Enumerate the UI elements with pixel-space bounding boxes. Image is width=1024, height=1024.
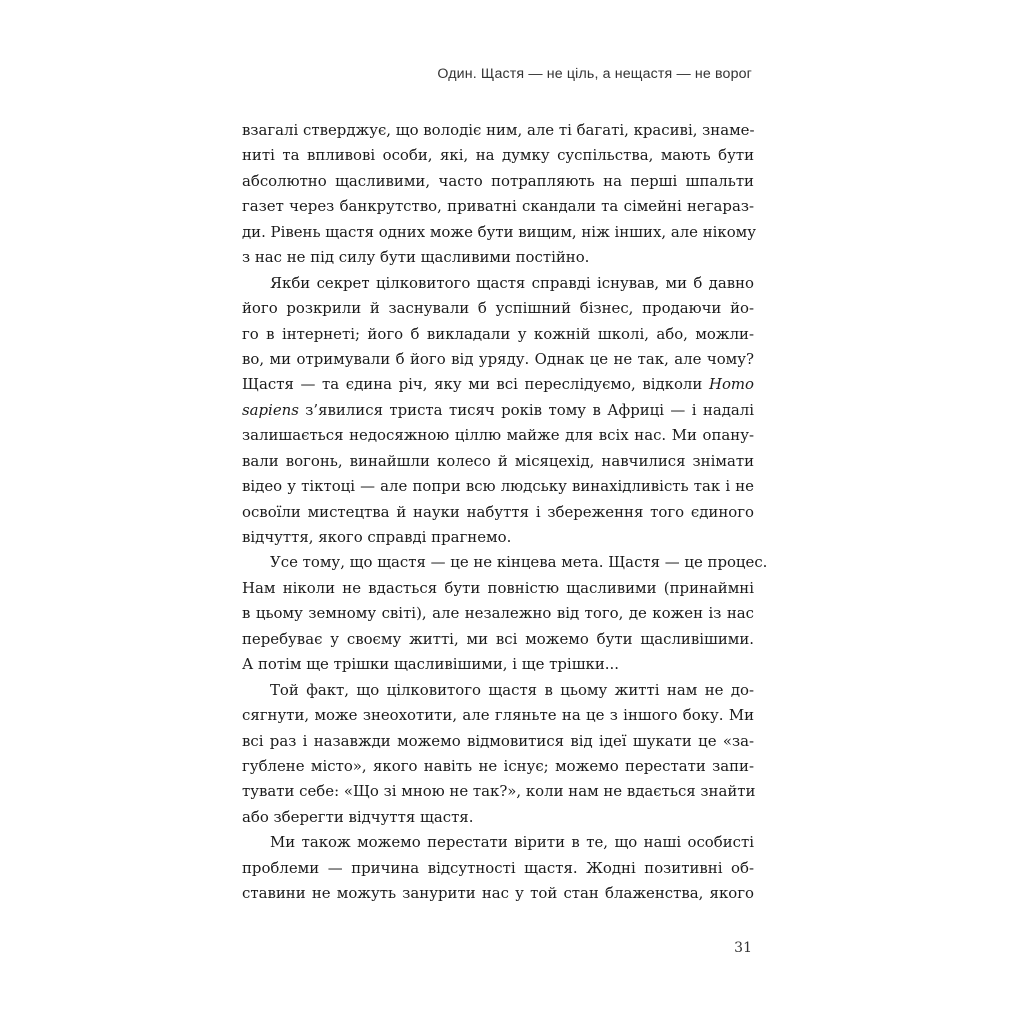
- text-line: [242, 245, 754, 270]
- text-line: [242, 525, 754, 550]
- text-line: [242, 830, 754, 855]
- text-line: [242, 118, 754, 143]
- text-line: [242, 881, 754, 906]
- text-line: [242, 652, 754, 677]
- text-line: [242, 550, 768, 575]
- text-line: [242, 347, 754, 372]
- text-line: [242, 678, 754, 703]
- text-line-content: або зберегти відчуття щастя.: [242, 807, 474, 826]
- text-line-content: всі раз і назавжди можемо відмовитися від ідеї шукати це «за-: [242, 731, 754, 750]
- text-line: [242, 194, 754, 219]
- text-line: [242, 627, 754, 652]
- text-line: [242, 322, 754, 347]
- text-line: [242, 423, 754, 448]
- text-line: [242, 220, 757, 245]
- text-line-content: Нам ніколи не вдасться бути повністю щасливими (принаймні: [242, 578, 754, 597]
- text-line-content: гублене місто», якого навіть не існує; можемо перестати запи-: [242, 756, 754, 775]
- text-line-content: Усе тому, що щастя — це не кінцева мета. Щастя — це процес.: [270, 553, 768, 572]
- italic-term: Homo: [708, 375, 754, 394]
- text-line: [242, 576, 754, 601]
- page-number: 31: [734, 940, 752, 956]
- text-line: [242, 398, 754, 423]
- text-line: [242, 296, 754, 321]
- text-line-content: абсолютно щасливими, часто потрапляють на перші шпальти: [242, 171, 754, 190]
- running-head: Один. Щастя — не ціль, а нещастя — не ворог: [437, 66, 752, 82]
- text-line-content: з’явилися триста тисяч років тому в Африці — і надалі: [298, 400, 754, 419]
- text-line-content: Якби секрет цілковитого щастя справді існував, ми б давно: [270, 273, 754, 292]
- text-line-content: освоїли мистецтва й науки набуття і збереження того єдиного: [242, 502, 754, 521]
- text-line: [242, 449, 754, 474]
- text-line-content: А потім ще трішки щасливішими, і ще трішки...: [242, 655, 619, 674]
- text-line: [242, 856, 754, 881]
- text-line: [242, 779, 754, 804]
- text-line-content: залишається недосяжною ціллю майже для всіх нас. Ми опану-: [242, 426, 754, 445]
- text-line: [242, 805, 754, 830]
- text-line: [242, 500, 754, 525]
- text-line-content: Той факт, що цілковитого щастя в цьому житті нам не до-: [270, 680, 754, 699]
- text-line-content: в цьому земному світі), але незалежно від того, де кожен із нас: [242, 604, 754, 623]
- text-line: [242, 474, 754, 499]
- text-line-content: ставини не можуть занурити нас у той стан блаженства, якого: [242, 884, 754, 903]
- text-line: [242, 271, 754, 296]
- text-line: [242, 169, 754, 194]
- text-line: [242, 143, 754, 168]
- text-line-content: перебуває у своєму житті, ми всі можемо бути щасливішими.: [242, 629, 754, 648]
- text-line-content: газет через банкрутство, приватні скандали та сімейні негараз-: [242, 197, 754, 216]
- text-line-content: во, ми отримували б його від уряду. Однак це не так, але чому?: [242, 349, 754, 368]
- text-line-content: Щастя — та єдина річ, яку ми всі переслідуємо, відколи: [242, 375, 709, 394]
- text-line-content: взагалі стверджує, що володіє ним, але ті багаті, красиві, знаме-: [242, 121, 755, 139]
- text-line: [242, 729, 754, 754]
- text-line-content: його розкрили й заснували б успішний бізнес, продаючи йо-: [242, 299, 754, 318]
- text-line: [242, 754, 754, 779]
- text-line-content: ниті та впливові особи, які, на думку суспільства, мають бути: [242, 146, 754, 165]
- italic-term: sapiens: [242, 400, 299, 419]
- text-line-content: проблеми — причина відсутності щастя. Жодні позитивні об-: [242, 858, 754, 877]
- text-line-content: відчуття, якого справді прагнемо.: [242, 528, 512, 546]
- text-line: [242, 372, 754, 397]
- text-line: [242, 601, 754, 626]
- text-line-content: ди. Рівень щастя одних може бути вищим, ніж інших, але нікому: [242, 222, 757, 241]
- text-line-content: з нас не під силу бути щасливими постійно.: [242, 248, 590, 267]
- text-line-content: відео у тіктоці — але попри всю людську винахідливість так і не: [242, 477, 754, 496]
- text-line: [242, 703, 754, 728]
- text-line-content: го в інтернеті; його б викладали у кожній школі, або, можли-: [242, 324, 754, 343]
- body-text: [242, 118, 768, 907]
- text-line-content: Ми також можемо перестати вірити в те, що наші особисті: [270, 833, 754, 852]
- text-line-content: вали вогонь, винайшли колесо й місяцехід, навчилися знімати: [242, 451, 754, 470]
- text-line-content: тувати себе: «Що зі мною не так?», коли нам не вдається знайти: [242, 782, 756, 801]
- text-line-content: сягнути, може знеохотити, але гляньте на це з іншого боку. Ми: [242, 706, 754, 725]
